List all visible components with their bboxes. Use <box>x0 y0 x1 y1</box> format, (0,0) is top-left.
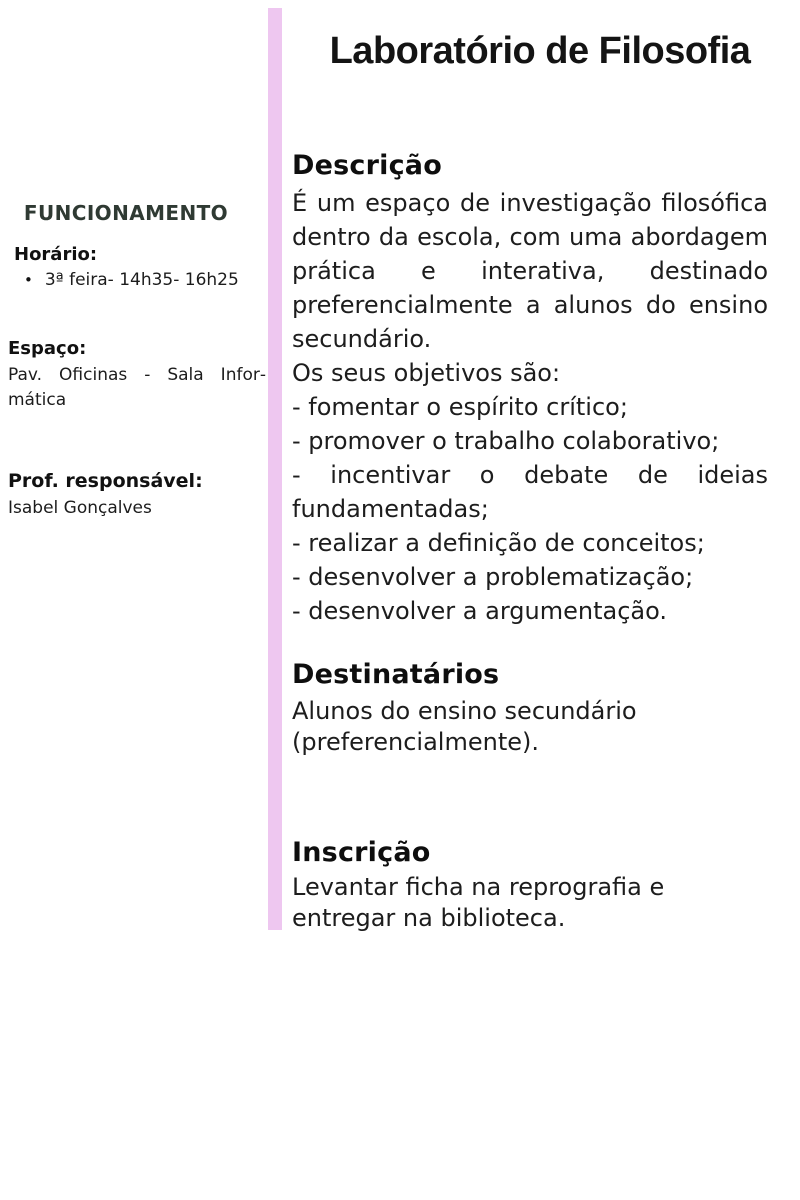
schedule-item <box>24 268 264 292</box>
space-section <box>8 337 266 413</box>
section-heading-inscricao: Inscrição <box>292 837 431 868</box>
main-content <box>292 0 788 940</box>
section-heading-destinatarios: Destinatários <box>292 659 500 690</box>
description-paragraph: Os seus objetivos são: <box>292 359 561 387</box>
description-objective: - realizar a definição de conceitos; <box>292 529 705 557</box>
accent-bar <box>268 8 282 930</box>
schedule-label: Horário: <box>14 244 98 265</box>
page-title: Laboratório de Filosofia <box>329 30 751 72</box>
sidebar <box>0 0 268 940</box>
description-objective: - incentivar o debate de ideias fundamentadas; <box>292 461 768 523</box>
schedule-section <box>14 243 264 267</box>
schedule-item-text: 3ª feira- 14h35- 16h25 <box>44 270 239 290</box>
space-label: Espaço: <box>8 338 87 359</box>
description-objective: - desenvolver a problematização; <box>292 563 694 591</box>
bullet-icon: • <box>24 271 33 289</box>
teacher-label: Prof. responsável: <box>8 470 203 492</box>
section-heading-descricao: Descrição <box>292 150 442 181</box>
teacher-value: Isabel Gonçalves <box>8 498 152 518</box>
description-objective: - fomentar o espírito crítico; <box>292 393 628 421</box>
description-paragraph: É um espaço de investigação filosófica dentro da escola, com uma abordagem prática e interativa, destinado preferencialmente a alunos do ensino secundário. <box>292 189 768 353</box>
description-objective: - desenvolver a argumentação. <box>292 597 667 625</box>
space-value: Pav. Oficinas - Sala Informática <box>8 365 266 410</box>
recipients-body: Alunos do ensino secundário (preferencialmente). <box>292 697 637 756</box>
teacher-section <box>8 469 266 521</box>
description-objective: - promover o trabalho colaborativo; <box>292 427 720 455</box>
description-body <box>292 186 768 628</box>
sidebar-heading: FUNCIONAMENTO <box>23 201 229 225</box>
enrollment-body: Levantar ficha na reprografia e entregar na biblioteca. <box>292 873 665 932</box>
